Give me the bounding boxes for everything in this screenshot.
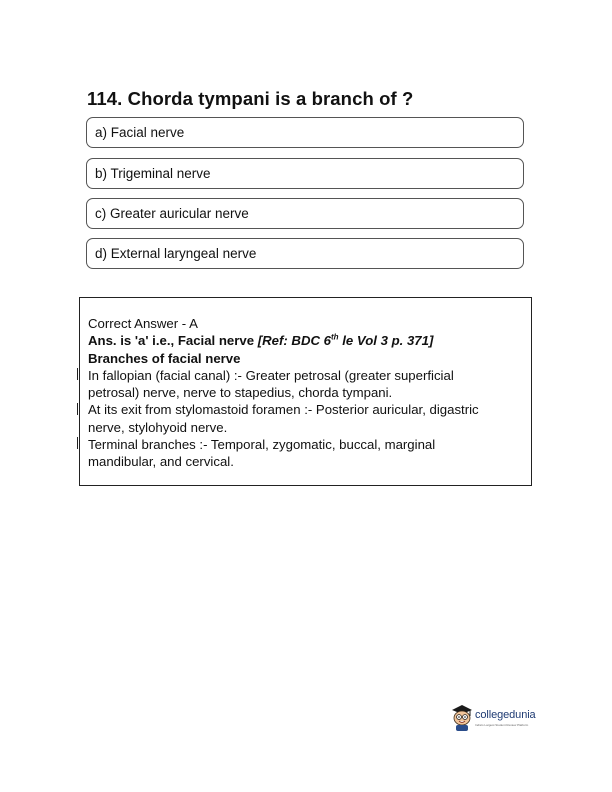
bullet-marker — [77, 368, 78, 380]
option-a[interactable]: a) Facial nerve — [86, 117, 524, 148]
collegedunia-logo — [451, 703, 551, 743]
question-title: 114. Chorda tympani is a branch of ? — [87, 88, 414, 109]
answer-explanation-box — [79, 297, 532, 486]
bullet-marker — [77, 403, 78, 415]
explanation-line: nerve, stylohyoid nerve. — [88, 419, 228, 435]
explanation-line: Terminal branches :- Temporal, zygomatic, buccal, marginal — [88, 437, 436, 453]
reference: [Ref: BDC 6th le Vol 3 p. 371] — [257, 332, 434, 349]
explanation-line: At its exit from stylomastoid foramen :- Posterior auricular, digastric — [88, 402, 479, 418]
bullet-marker — [77, 437, 78, 449]
mascot-icon — [451, 703, 475, 733]
answer-statement — [88, 332, 523, 349]
explanation-line: In fallopian (facial canal) :- Greater petrosal (greater superficial — [88, 367, 454, 383]
option-b[interactable]: b) Trigeminal nerve — [86, 158, 524, 189]
answer-prefix: Ans. is 'a' i.e., Facial nerve — [88, 333, 258, 349]
explanation-line: mandibular, and cervical. — [88, 454, 234, 470]
logo-wordmark: collegedunia — [475, 709, 536, 721]
logo-tagline: India's Largest Student Review Platform — [475, 723, 529, 727]
option-d[interactable]: d) External laryngeal nerve — [86, 238, 524, 269]
branches-heading: Branches of facial nerve — [88, 350, 241, 366]
correct-answer-line: Correct Answer - A — [88, 316, 198, 331]
explanation-line: petrosal) nerve, nerve to stapedius, chorda tympani. — [88, 385, 393, 401]
option-c[interactable]: c) Greater auricular nerve — [86, 198, 524, 229]
